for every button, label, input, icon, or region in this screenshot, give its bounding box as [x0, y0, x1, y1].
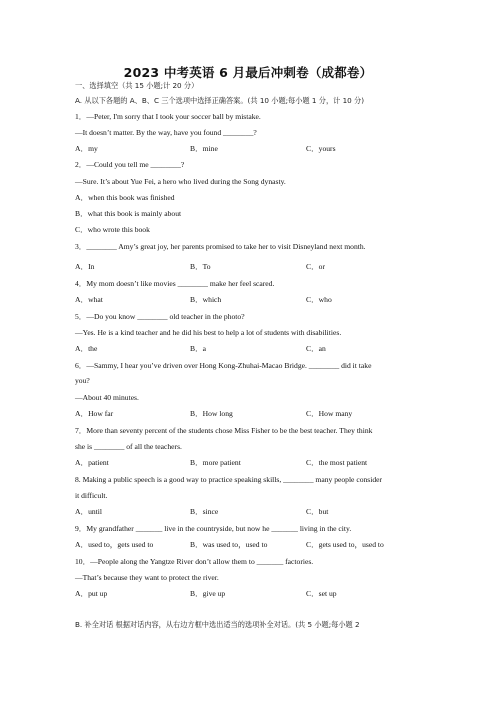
- question-10-option-b: B．give up: [190, 589, 226, 598]
- question-2-option-c: C．who wrote this book: [75, 225, 150, 234]
- question-5-stem: 5．—Do you know ________ old teacher in the photo?: [75, 312, 245, 321]
- question-10-option-c: C．set up: [306, 589, 337, 598]
- question-3-stem: 3．________ Amy’s great joy, her parents promised to take her to visit Disneyland next month.: [75, 242, 366, 251]
- question-8-stem: 8. Making a public speech is a good way to practice speaking skills, ________ many people consider: [75, 475, 383, 484]
- question-6-stem: 6．—Sammy, I hear you’ve driven over Hong Kong-Zhuhai-Macao Bridge. ________ did it take: [75, 361, 372, 370]
- section-header: 一、选择填空（共 15 小题;计 20 分）: [75, 81, 199, 90]
- question-9-option-b: B．was used to，used to: [190, 540, 268, 549]
- question-6-line-3: —About 40 minutes.: [75, 393, 139, 402]
- question-5-option-c: C．an: [306, 344, 326, 353]
- question-3-option-c: C．or: [306, 262, 325, 271]
- question-7-option-c: C．the most patient: [306, 458, 368, 467]
- question-2-option-a: A．when this book was finished: [75, 193, 175, 202]
- question-6-option-a: A．How far: [75, 409, 114, 418]
- question-4-option-a: A．what: [75, 295, 103, 304]
- question-2-option-b: B．what this book is mainly about: [75, 209, 182, 218]
- question-1-line-2: —It doesn’t matter. By the way, have you found ________?: [75, 128, 257, 137]
- part-b-instruction: B. 补全对话 根据对话内容，从右边方框中选出适当的选项补全对话。(共 5 小题;每小题 2: [75, 620, 360, 629]
- question-7-stem: 7．More than seventy percent of the students chose Miss Fisher to be the best teacher. They think: [75, 426, 373, 435]
- question-2-line-2: —Sure. It’s about Yue Fei, a hero who lived during the Song dynasty.: [75, 177, 286, 186]
- question-5-option-a: A．the: [75, 344, 98, 353]
- question-9-option-c: C．gets used to，used to: [306, 540, 384, 549]
- question-7-option-a: A．patient: [75, 458, 109, 467]
- question-1-option-c: C．yours: [306, 144, 336, 153]
- question-1-option-a: A．my: [75, 144, 98, 153]
- question-8-option-c: C．but: [306, 507, 329, 516]
- question-4-option-b: B．which: [190, 295, 222, 304]
- question-3-option-a: A．In: [75, 262, 95, 271]
- question-2-stem: 2．—Could you tell me ________?: [75, 160, 185, 169]
- question-10-line-2: —That’s because they want to protect the river.: [75, 573, 219, 582]
- question-6-option-b: B．How long: [190, 409, 233, 418]
- question-8-option-b: B．since: [190, 507, 219, 516]
- question-10-stem: 10．—People along the Yangtze River don’t allow them to _______ factories.: [75, 557, 314, 566]
- question-4-stem: 4．My mom doesn’t like movies ________ make her feel scared.: [75, 279, 275, 288]
- question-3-option-b: B．To: [190, 262, 211, 271]
- question-9-option-a: A．used to，gets used to: [75, 540, 154, 549]
- question-10-option-a: A．put up: [75, 589, 108, 598]
- question-8-line-2: it difficult.: [75, 491, 108, 500]
- page-title: 2023 中考英语 6 月最后冲刺卷（成都卷）: [123, 65, 373, 80]
- question-4-option-c: C．who: [306, 295, 332, 304]
- question-6-option-c: C．How many: [306, 409, 353, 418]
- question-5-line-2: —Yes. He is a kind teacher and he did his best to help a lot of students with disabilities.: [75, 328, 342, 337]
- question-6-line-2: you?: [75, 376, 90, 385]
- question-9-stem: 9．My grandfather _______ live in the countryside, but now he _______ living in the city.: [75, 524, 352, 533]
- question-1-option-b: B．mine: [190, 144, 218, 153]
- part-a-instruction: A. 从以下各题的 A、B、C 三个选项中选择正确答案。(共 10 小题;每小题 1 分，计 10 分): [75, 96, 365, 105]
- question-1-stem: 1．—Peter, I'm sorry that I took your soccer ball by mistake.: [75, 112, 261, 121]
- question-5-option-b: B．a: [190, 344, 207, 353]
- question-7-option-b: B．more patient: [190, 458, 241, 467]
- question-7-line-2: she is ________ of all the teachers.: [75, 442, 182, 451]
- question-8-option-a: A．until: [75, 507, 103, 516]
